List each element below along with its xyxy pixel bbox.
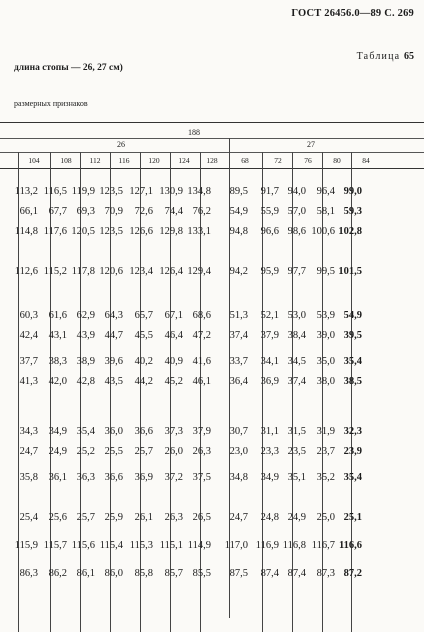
table-cell: 51,3 bbox=[229, 310, 248, 321]
table-cell: 33,7 bbox=[229, 356, 248, 367]
table-cell: 37,7 bbox=[19, 356, 38, 367]
table-cell: 43,5 bbox=[104, 376, 123, 387]
table-cell: 91,7 bbox=[260, 186, 279, 197]
column-header: 72 bbox=[274, 156, 282, 165]
column-header: 120 bbox=[148, 156, 160, 165]
column-divider bbox=[140, 152, 141, 632]
table-cell: 26,3 bbox=[164, 512, 183, 523]
table-cell: 87,4 bbox=[287, 568, 306, 579]
table-cell: 39,6 bbox=[104, 356, 123, 367]
table-cell: 53,0 bbox=[287, 310, 306, 321]
subgroup-header-right: 27 bbox=[307, 140, 315, 149]
column-header: 116 bbox=[118, 156, 130, 165]
table-cell: 99,5 bbox=[316, 266, 335, 277]
table-cell: 31,1 bbox=[260, 426, 279, 437]
table-cell: 114,9 bbox=[187, 540, 211, 551]
table-cell: 37,9 bbox=[260, 330, 279, 341]
table-cell: 123,4 bbox=[129, 266, 153, 277]
table-caption bbox=[357, 51, 414, 62]
table-cell: 25,0 bbox=[316, 512, 335, 523]
table-cell: 74,4 bbox=[164, 206, 183, 217]
table-cell: 36,9 bbox=[134, 472, 153, 483]
table-cell: 96,6 bbox=[260, 226, 279, 237]
table-cell: 116,5 bbox=[43, 186, 67, 197]
rule-group bbox=[0, 138, 424, 139]
table-cell: 26,1 bbox=[134, 512, 153, 523]
table-cell: 35,0 bbox=[316, 356, 335, 367]
table-cell: 23,9 bbox=[343, 446, 362, 457]
table-cell: 32,3 bbox=[343, 426, 362, 437]
table-row bbox=[0, 512, 424, 526]
table-cell: 26,3 bbox=[192, 446, 211, 457]
table-cell: 129,8 bbox=[159, 226, 183, 237]
table-cell: 36,1 bbox=[48, 472, 67, 483]
table-cell: 134,8 bbox=[187, 186, 211, 197]
table-cell: 38,9 bbox=[76, 356, 95, 367]
table-cell: 115,2 bbox=[43, 266, 67, 277]
table-cell: 96,4 bbox=[316, 186, 335, 197]
table-cell: 34,8 bbox=[229, 472, 248, 483]
table-cell: 42,8 bbox=[76, 376, 95, 387]
table-cell: 24,7 bbox=[229, 512, 248, 523]
table-cell: 30,7 bbox=[229, 426, 248, 437]
table-row bbox=[0, 330, 424, 344]
table-cell: 35,1 bbox=[287, 472, 306, 483]
table-cell: 123,5 bbox=[99, 186, 123, 197]
table-cell: 34,1 bbox=[260, 356, 279, 367]
table-cell: 45,2 bbox=[164, 376, 183, 387]
column-header: 84 bbox=[362, 156, 370, 165]
column-divider bbox=[322, 152, 323, 632]
table-cell: 34,5 bbox=[287, 356, 306, 367]
table-cell: 31,9 bbox=[316, 426, 335, 437]
table-cell: 37,4 bbox=[229, 330, 248, 341]
column-header: 80 bbox=[333, 156, 341, 165]
column-divider bbox=[80, 152, 81, 632]
table-cell: 94,8 bbox=[229, 226, 248, 237]
table-cell: 37,3 bbox=[164, 426, 183, 437]
table-cell: 24,8 bbox=[260, 512, 279, 523]
table-cell: 101,5 bbox=[338, 266, 362, 277]
table-cell: 55,9 bbox=[260, 206, 279, 217]
table-cell: 26,5 bbox=[192, 512, 211, 523]
table-cell: 127,1 bbox=[129, 186, 153, 197]
table-cell: 53,9 bbox=[316, 310, 335, 321]
table-cell: 68,6 bbox=[192, 310, 211, 321]
table-row bbox=[0, 310, 424, 324]
table-cell: 70,9 bbox=[104, 206, 123, 217]
table-cell: 115,4 bbox=[99, 540, 123, 551]
table-row bbox=[0, 540, 424, 554]
table-cell: 120,5 bbox=[71, 226, 95, 237]
table-cell: 47,2 bbox=[192, 330, 211, 341]
table-cell: 115,3 bbox=[129, 540, 153, 551]
table-cell: 25,5 bbox=[104, 446, 123, 457]
table-cell: 36,4 bbox=[229, 376, 248, 387]
table-cell: 37,9 bbox=[192, 426, 211, 437]
table-cell: 129,4 bbox=[187, 266, 211, 277]
table-cell: 31,5 bbox=[287, 426, 306, 437]
table-cell: 86,3 bbox=[19, 568, 38, 579]
rule-subgroup bbox=[0, 152, 424, 153]
table-cell: 36,6 bbox=[134, 426, 153, 437]
column-header: 104 bbox=[28, 156, 40, 165]
column-divider bbox=[200, 152, 201, 632]
table-cell: 86,1 bbox=[76, 568, 95, 579]
table-cell: 38,3 bbox=[48, 356, 67, 367]
subgroup-header-left: 26 bbox=[117, 140, 125, 149]
table-cell: 85,5 bbox=[192, 568, 211, 579]
table-cell: 34,3 bbox=[19, 426, 38, 437]
table-cell: 117,6 bbox=[43, 226, 67, 237]
table-cell: 37,5 bbox=[192, 472, 211, 483]
table-cell: 25,4 bbox=[19, 512, 38, 523]
table-cell: 25,2 bbox=[76, 446, 95, 457]
table-cell: 25,9 bbox=[104, 512, 123, 523]
table-cell: 130,9 bbox=[159, 186, 183, 197]
table-subtitle-secondary: размерных признаков bbox=[14, 99, 88, 108]
standard-header: ГОСТ 26456.0—89 С. 269 bbox=[291, 8, 414, 19]
column-header: 112 bbox=[89, 156, 101, 165]
column-header: 108 bbox=[60, 156, 72, 165]
table-cell: 43,1 bbox=[48, 330, 67, 341]
table-cell: 37,4 bbox=[287, 376, 306, 387]
table-cell: 72,6 bbox=[134, 206, 153, 217]
table-subtitle: длина стопы — 26, 27 см) bbox=[14, 63, 123, 73]
table-cell: 65,7 bbox=[134, 310, 153, 321]
table-cell: 43,9 bbox=[76, 330, 95, 341]
table-cell: 36,3 bbox=[76, 472, 95, 483]
table-cell: 35,4 bbox=[76, 426, 95, 437]
column-divider bbox=[18, 152, 19, 632]
column-divider bbox=[50, 152, 51, 632]
table-cell: 95,9 bbox=[260, 266, 279, 277]
column-divider bbox=[351, 152, 352, 632]
table-cell: 87,4 bbox=[260, 568, 279, 579]
table-cell: 41,6 bbox=[192, 356, 211, 367]
table-row bbox=[0, 568, 424, 582]
table-cell: 61,6 bbox=[48, 310, 67, 321]
table-cell: 98,6 bbox=[287, 226, 306, 237]
table-cell: 44,2 bbox=[134, 376, 153, 387]
table-cell: 69,3 bbox=[76, 206, 95, 217]
table-cell: 86,0 bbox=[104, 568, 123, 579]
table-cell: 38,0 bbox=[316, 376, 335, 387]
table-cell: 58,1 bbox=[316, 206, 335, 217]
table-cell: 38,4 bbox=[287, 330, 306, 341]
table-cell: 34,9 bbox=[260, 472, 279, 483]
table-cell: 87,2 bbox=[343, 568, 362, 579]
table-cell: 116,7 bbox=[311, 540, 335, 551]
table-cell: 46,4 bbox=[164, 330, 183, 341]
column-header: 128 bbox=[206, 156, 218, 165]
table-cell: 37,2 bbox=[164, 472, 183, 483]
table-cell: 35,4 bbox=[343, 356, 362, 367]
table-cell: 126,6 bbox=[129, 226, 153, 237]
table-cell: 23,3 bbox=[260, 446, 279, 457]
table-cell: 23,5 bbox=[287, 446, 306, 457]
column-header: 68 bbox=[241, 156, 249, 165]
table-row bbox=[0, 472, 424, 486]
table-cell: 25,6 bbox=[48, 512, 67, 523]
table-cell: 113,2 bbox=[14, 186, 38, 197]
table-cell: 60,3 bbox=[19, 310, 38, 321]
table-cell: 89,5 bbox=[229, 186, 248, 197]
table-cell: 94,2 bbox=[229, 266, 248, 277]
table-cell: 36,0 bbox=[104, 426, 123, 437]
table-cell: 40,2 bbox=[134, 356, 153, 367]
table-cell: 54,9 bbox=[229, 206, 248, 217]
table-cell: 46,1 bbox=[192, 376, 211, 387]
table-cell: 45,5 bbox=[134, 330, 153, 341]
column-divider bbox=[170, 152, 171, 632]
table-cell: 85,7 bbox=[164, 568, 183, 579]
table-cell: 25,7 bbox=[134, 446, 153, 457]
table-cell: 66,1 bbox=[19, 206, 38, 217]
table-cell: 57,0 bbox=[287, 206, 306, 217]
table-cell: 117,0 bbox=[224, 540, 248, 551]
table-cell: 114,8 bbox=[14, 226, 38, 237]
table-cell: 97,7 bbox=[287, 266, 306, 277]
table-cell: 100,6 bbox=[311, 226, 335, 237]
table-cell: 26,0 bbox=[164, 446, 183, 457]
table-cell: 42,0 bbox=[48, 376, 67, 387]
table-cell: 38,5 bbox=[343, 376, 362, 387]
table-cell: 99,0 bbox=[343, 186, 362, 197]
table-row bbox=[0, 356, 424, 370]
column-header: 124 bbox=[178, 156, 190, 165]
table-cell: 87,3 bbox=[316, 568, 335, 579]
table-row bbox=[0, 266, 424, 280]
table-row bbox=[0, 426, 424, 440]
table-cell: 133,1 bbox=[187, 226, 211, 237]
table-cell: 35,2 bbox=[316, 472, 335, 483]
table-cell: 116,6 bbox=[338, 540, 362, 551]
table-cell: 36,9 bbox=[260, 376, 279, 387]
table-cell: 67,1 bbox=[164, 310, 183, 321]
table-cell: 25,1 bbox=[343, 512, 362, 523]
group-header: 188 bbox=[188, 128, 200, 137]
table-cell: 41,3 bbox=[19, 376, 38, 387]
table-cell: 23,7 bbox=[316, 446, 335, 457]
table-row bbox=[0, 226, 424, 240]
rule-header-bottom bbox=[0, 168, 424, 169]
table-cell: 117,8 bbox=[71, 266, 95, 277]
table-cell: 25,7 bbox=[76, 512, 95, 523]
column-divider bbox=[292, 152, 293, 632]
table-row bbox=[0, 186, 424, 200]
table-label: Таблица bbox=[356, 51, 401, 62]
table-row bbox=[0, 206, 424, 220]
table-cell: 115,1 bbox=[159, 540, 183, 551]
table-cell: 87,5 bbox=[229, 568, 248, 579]
table-cell: 44,7 bbox=[104, 330, 123, 341]
table-number: 65 bbox=[404, 51, 414, 62]
table-cell: 52,1 bbox=[260, 310, 279, 321]
table-cell: 35,4 bbox=[343, 472, 362, 483]
table-cell: 67,7 bbox=[48, 206, 67, 217]
table-cell: 24,7 bbox=[19, 446, 38, 457]
rule-top bbox=[0, 122, 424, 123]
table-row bbox=[0, 446, 424, 460]
table-cell: 62,9 bbox=[76, 310, 95, 321]
table-row bbox=[0, 376, 424, 390]
table-cell: 126,4 bbox=[159, 266, 183, 277]
table-cell: 35,8 bbox=[19, 472, 38, 483]
table-cell: 34,9 bbox=[48, 426, 67, 437]
table-cell: 76,2 bbox=[192, 206, 211, 217]
column-header: 76 bbox=[304, 156, 312, 165]
table-cell: 64,3 bbox=[104, 310, 123, 321]
table-cell: 123,5 bbox=[99, 226, 123, 237]
column-divider bbox=[110, 152, 111, 632]
table-cell: 112,6 bbox=[14, 266, 38, 277]
table-cell: 116,8 bbox=[282, 540, 306, 551]
table-cell: 40,9 bbox=[164, 356, 183, 367]
table-cell: 39,5 bbox=[343, 330, 362, 341]
table-cell: 115,6 bbox=[71, 540, 95, 551]
table-cell: 59,3 bbox=[343, 206, 362, 217]
column-divider bbox=[262, 152, 263, 632]
table-cell: 42,4 bbox=[19, 330, 38, 341]
table-cell: 115,7 bbox=[43, 540, 67, 551]
table-cell: 54,9 bbox=[343, 310, 362, 321]
table-cell: 86,2 bbox=[48, 568, 67, 579]
table-cell: 102,8 bbox=[338, 226, 362, 237]
table-cell: 119,9 bbox=[71, 186, 95, 197]
table-cell: 94,0 bbox=[287, 186, 306, 197]
table-cell: 23,0 bbox=[229, 446, 248, 457]
table-cell: 116,9 bbox=[255, 540, 279, 551]
table-cell: 85,8 bbox=[134, 568, 153, 579]
table-cell: 24,9 bbox=[48, 446, 67, 457]
table-cell: 39,0 bbox=[316, 330, 335, 341]
table-cell: 36,6 bbox=[104, 472, 123, 483]
table-cell: 115,9 bbox=[14, 540, 38, 551]
table-cell: 24,9 bbox=[287, 512, 306, 523]
table-cell: 120,6 bbox=[99, 266, 123, 277]
